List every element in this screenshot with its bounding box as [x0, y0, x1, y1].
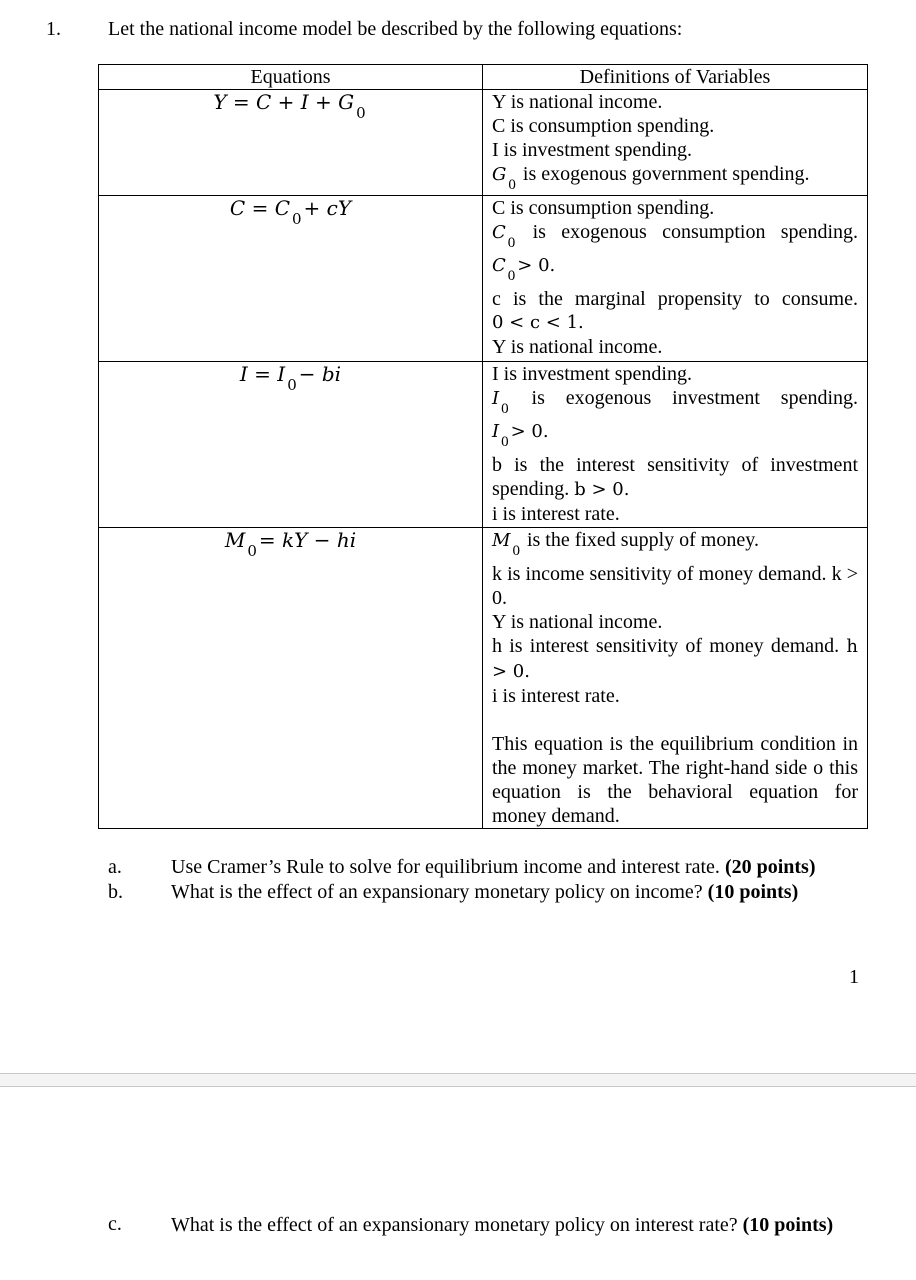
- symbol-subscript: 0: [501, 434, 509, 450]
- definition-text: is exogenous consumption spending.: [532, 221, 858, 243]
- definition-line: I is investment spending.: [492, 139, 692, 161]
- symbol-subscript: 0: [512, 543, 520, 559]
- table-row: [99, 196, 868, 362]
- symbol: C: [492, 255, 506, 276]
- symbol-subscript: 0: [507, 235, 516, 251]
- part-c-label: c.: [108, 1213, 122, 1235]
- page-break-divider: [0, 1073, 916, 1087]
- definition-line: C is consumption spending.: [492, 115, 715, 137]
- definition-line: [492, 528, 858, 559]
- spacer: [492, 708, 858, 732]
- part-text: What is the effect of an expansionary monetary policy on interest rate?: [171, 1214, 738, 1236]
- definition-line: [492, 162, 858, 193]
- definition-text: > 0.: [517, 255, 556, 276]
- part-points: (10 points): [707, 881, 799, 903]
- symbol-subscript: 0: [501, 401, 509, 417]
- equation-text: M: [224, 528, 246, 552]
- definition-text: is the fixed supply of money.: [526, 529, 759, 551]
- table-header-row: [99, 65, 868, 90]
- table-row: [99, 362, 868, 528]
- definitions-income: [483, 90, 868, 196]
- definition-line: Y is national income.: [492, 91, 663, 113]
- definition-math: b > 0.: [574, 479, 630, 500]
- definition-text: > 0.: [510, 421, 549, 442]
- question-number: 1.: [46, 18, 61, 40]
- definition-text: is exogenous investment spending.: [531, 387, 859, 409]
- definitions-investment: [483, 362, 868, 528]
- symbol: G: [492, 164, 507, 185]
- equation-text: C = C: [229, 196, 290, 220]
- symbol: M: [492, 530, 511, 551]
- symbol: I: [492, 388, 500, 409]
- part-text: Use Cramer’s Rule to solve for equilibrium income and interest rate.: [171, 856, 720, 878]
- symbol-subscript: 0: [507, 268, 516, 284]
- equation-subscript: 0: [287, 376, 297, 394]
- definition-math: h > 0.: [492, 636, 859, 682]
- equation-text: + cY: [303, 196, 352, 220]
- equation-money: [99, 528, 483, 829]
- definition-line: C is consumption spending.: [492, 197, 715, 219]
- definition-line: [492, 634, 858, 684]
- header-definitions: Definitions of Variables: [483, 65, 868, 90]
- page-number: 1: [849, 966, 859, 988]
- symbol: I: [492, 421, 500, 442]
- definition-paragraph: This equation is the equilibrium condition in the money market. The right-hand side o this equation is the behavioral equation for money demand.: [492, 733, 858, 827]
- definition-line: [492, 253, 858, 284]
- part-c-text: [171, 1213, 861, 1237]
- definition-line: [492, 220, 858, 251]
- definition-line: I is investment spending.: [492, 363, 692, 385]
- definition-line: i is interest rate.: [492, 503, 620, 525]
- equation-income: [99, 90, 483, 196]
- part-points: (20 points): [724, 856, 816, 878]
- symbol: C: [492, 222, 506, 243]
- symbol-subscript: 0: [508, 177, 516, 193]
- definition-line: Y is national income.: [492, 336, 663, 358]
- equation-subscript: 0: [292, 210, 302, 228]
- definition-line: i is interest rate.: [492, 685, 620, 707]
- definitions-consumption: [483, 196, 868, 362]
- equation-text: − bi: [298, 362, 342, 386]
- part-text: What is the effect of an expansionary monetary policy on income?: [171, 881, 703, 903]
- definition-line: k is income sensitivity of money demand. k > 0.: [492, 563, 858, 609]
- part-a-text: [171, 856, 861, 879]
- model-table: [98, 64, 868, 829]
- definition-line: c is the marginal propensity to consume.: [492, 288, 858, 310]
- equation-text: = kY − hi: [258, 528, 357, 552]
- part-a-label: a.: [108, 856, 122, 878]
- definition-line: [492, 453, 858, 502]
- header-equations: Equations: [99, 65, 483, 90]
- definition-line: [492, 386, 859, 417]
- equation-text: I = I: [239, 362, 286, 386]
- definition-text: b is the interest sensitivity of investment spending.: [492, 454, 858, 500]
- definition-line: [492, 419, 858, 450]
- question-intro: Let the national income model be described by the following equations:: [108, 18, 683, 40]
- definition-text: is exogenous government spending.: [522, 163, 810, 185]
- part-b-label: b.: [108, 881, 123, 903]
- equation-subscript: 0: [247, 542, 257, 560]
- equation-subscript: 0: [356, 104, 366, 122]
- definition-line: 0 < c < 1.: [492, 312, 584, 333]
- equation-consumption: [99, 196, 483, 362]
- definition-text: h is interest sensitivity of money demand.: [492, 635, 840, 657]
- table-row: [99, 90, 868, 196]
- table-row: [99, 528, 868, 829]
- part-b-text: [171, 881, 861, 904]
- definitions-money: [483, 528, 868, 829]
- definition-line: Y is national income.: [492, 611, 663, 633]
- equation-investment: [99, 362, 483, 528]
- equation-text: Y = C + I + G: [213, 90, 355, 114]
- part-points: (10 points): [742, 1214, 834, 1236]
